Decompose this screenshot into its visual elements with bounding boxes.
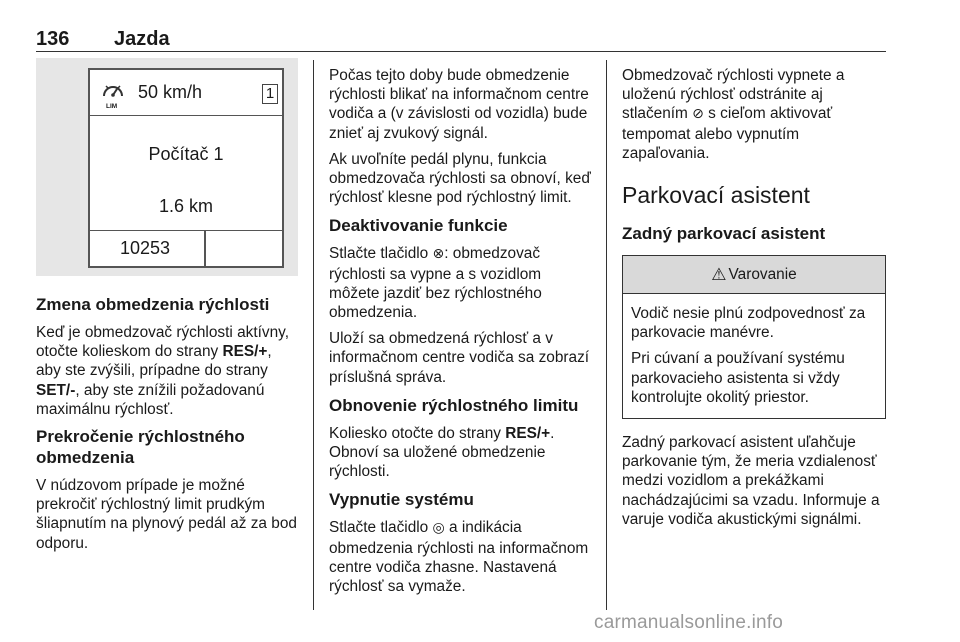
- heading-restore: Obnovenie rýchlostného limitu: [329, 395, 579, 415]
- warning-text-2: Pri cúvaní a používaní systému parkovacieho asistenta si vždy kontrolujte okolitý priestor.: [631, 350, 845, 406]
- paragraph-deactivate: Stlačte tlačidlo ⊗: obmedzovač rýchlosti sa vypne a s vozidlom môžete jazdiť bez rýchlostného obmedzenia.: [329, 245, 542, 322]
- paragraph-rear-parking: Zadný parkovací asistent uľahčuje parkovanie tým, že meria vzdialenosť medzi vozidlom a prekážkami nachádzajúcimi sa vzadu. Informuje a varuje vodiča akustickými signálmi.: [622, 434, 880, 528]
- warning-text-1: Vodič nesie plnú zodpovednosť za parkovacie manévre.: [631, 305, 866, 342]
- trip-computer-title: Počítač 1: [148, 144, 224, 164]
- paragraph-speed-saved: Uloží sa obmedzená rýchlosť a v informačnom centre vodiča sa zobrazí príslušná správa.: [329, 330, 590, 386]
- section-title: Jazda: [114, 28, 170, 50]
- speed-limiter-button-icon: ◎: [432, 520, 445, 537]
- paragraph-change-limit: Keď je obmedzovač rýchlosti aktívny, otočte kolieskom do strany RES/+, aby ste zvýšili, prípadne do strany SET/-, aby ste znížili požadovanú maximálnu rýchlosť.: [36, 324, 289, 418]
- warning-body: [623, 294, 885, 418]
- column-divider: [606, 60, 607, 610]
- heading-switch-off: Vypnutie systému: [329, 490, 474, 510]
- heading-deactivate: Deaktivovanie funkcie: [329, 216, 508, 236]
- heading-parking-assist: Parkovací asistent: [622, 182, 810, 209]
- heading-rear-parking-assist: Zadný parkovací asistent: [622, 224, 826, 244]
- warning-title: Varovanie: [728, 265, 797, 283]
- limiter-off-icon: ⊗: [432, 246, 445, 263]
- heading-change-limit: Zmena obmedzenia rýchlosti: [36, 295, 270, 314]
- paragraph-exceed-limit: V núdzovom prípade je možné prekročiť rýchlostný limit prudkým šliapnutím na plynový pedál až za bod odporu.: [36, 477, 297, 552]
- page-header: [36, 26, 886, 52]
- driver-info-display: [88, 68, 284, 268]
- paragraph-switch-to-cruise: Obmedzovač rýchlosti vypnete a uloženú rýchlosť odstránite aj stlačením ⊘ s cieľom aktivovať tempomat alebo vypnutím zapaľovania.: [622, 67, 845, 162]
- warning-header: [623, 256, 885, 294]
- column-1: [36, 294, 300, 560]
- page-indicator: 1: [262, 84, 278, 104]
- heading-exceed-limit: Prekročenie rýchlostného obmedzenia: [36, 427, 245, 468]
- column-2: [329, 66, 591, 603]
- trip-distance: 1.6 km: [158, 196, 214, 216]
- warning-triangle-icon: ⚠: [711, 264, 727, 284]
- cruise-control-icon: ⊘: [692, 106, 704, 123]
- display-top-bar: [90, 70, 282, 116]
- page-number: 136: [36, 28, 70, 50]
- odometer-value: 10253: [120, 238, 171, 258]
- bottom-divider: [204, 231, 206, 266]
- instrument-display-figure: [36, 58, 298, 276]
- display-bottom-bar: [90, 230, 282, 266]
- watermark: carmanualsonline.info: [594, 612, 784, 633]
- paragraph-release-pedal: Ak uvoľníte pedál plynu, funkcia obmedzovača rýchlosti sa obnoví, keď rýchlosť klesne pod rýchlostný limit.: [329, 150, 591, 207]
- lim-label: LIM: [106, 103, 118, 110]
- paragraph-blink: Počas tejto doby bude obmedzenie rýchlosti blikať na informačnom centre vodiča a (v závislosti od vozidla) bude znieť aj zvukový signál.: [329, 67, 589, 142]
- column-divider: [313, 60, 314, 610]
- column-3: [622, 66, 888, 536]
- speed-limit-value: 50 km/h: [138, 82, 203, 102]
- paragraph-switch-off: Stlačte tlačidlo ◎ a indikácia obmedzenia rýchlosti na informačnom centre vodiča zhasne. Nastavená rýchlosť sa vymaže.: [329, 519, 589, 596]
- paragraph-restore: Koliesko otočte do strany RES/+. Obnoví sa uložené obmedzenie rýchlosti.: [329, 424, 555, 481]
- warning-box: [622, 255, 886, 419]
